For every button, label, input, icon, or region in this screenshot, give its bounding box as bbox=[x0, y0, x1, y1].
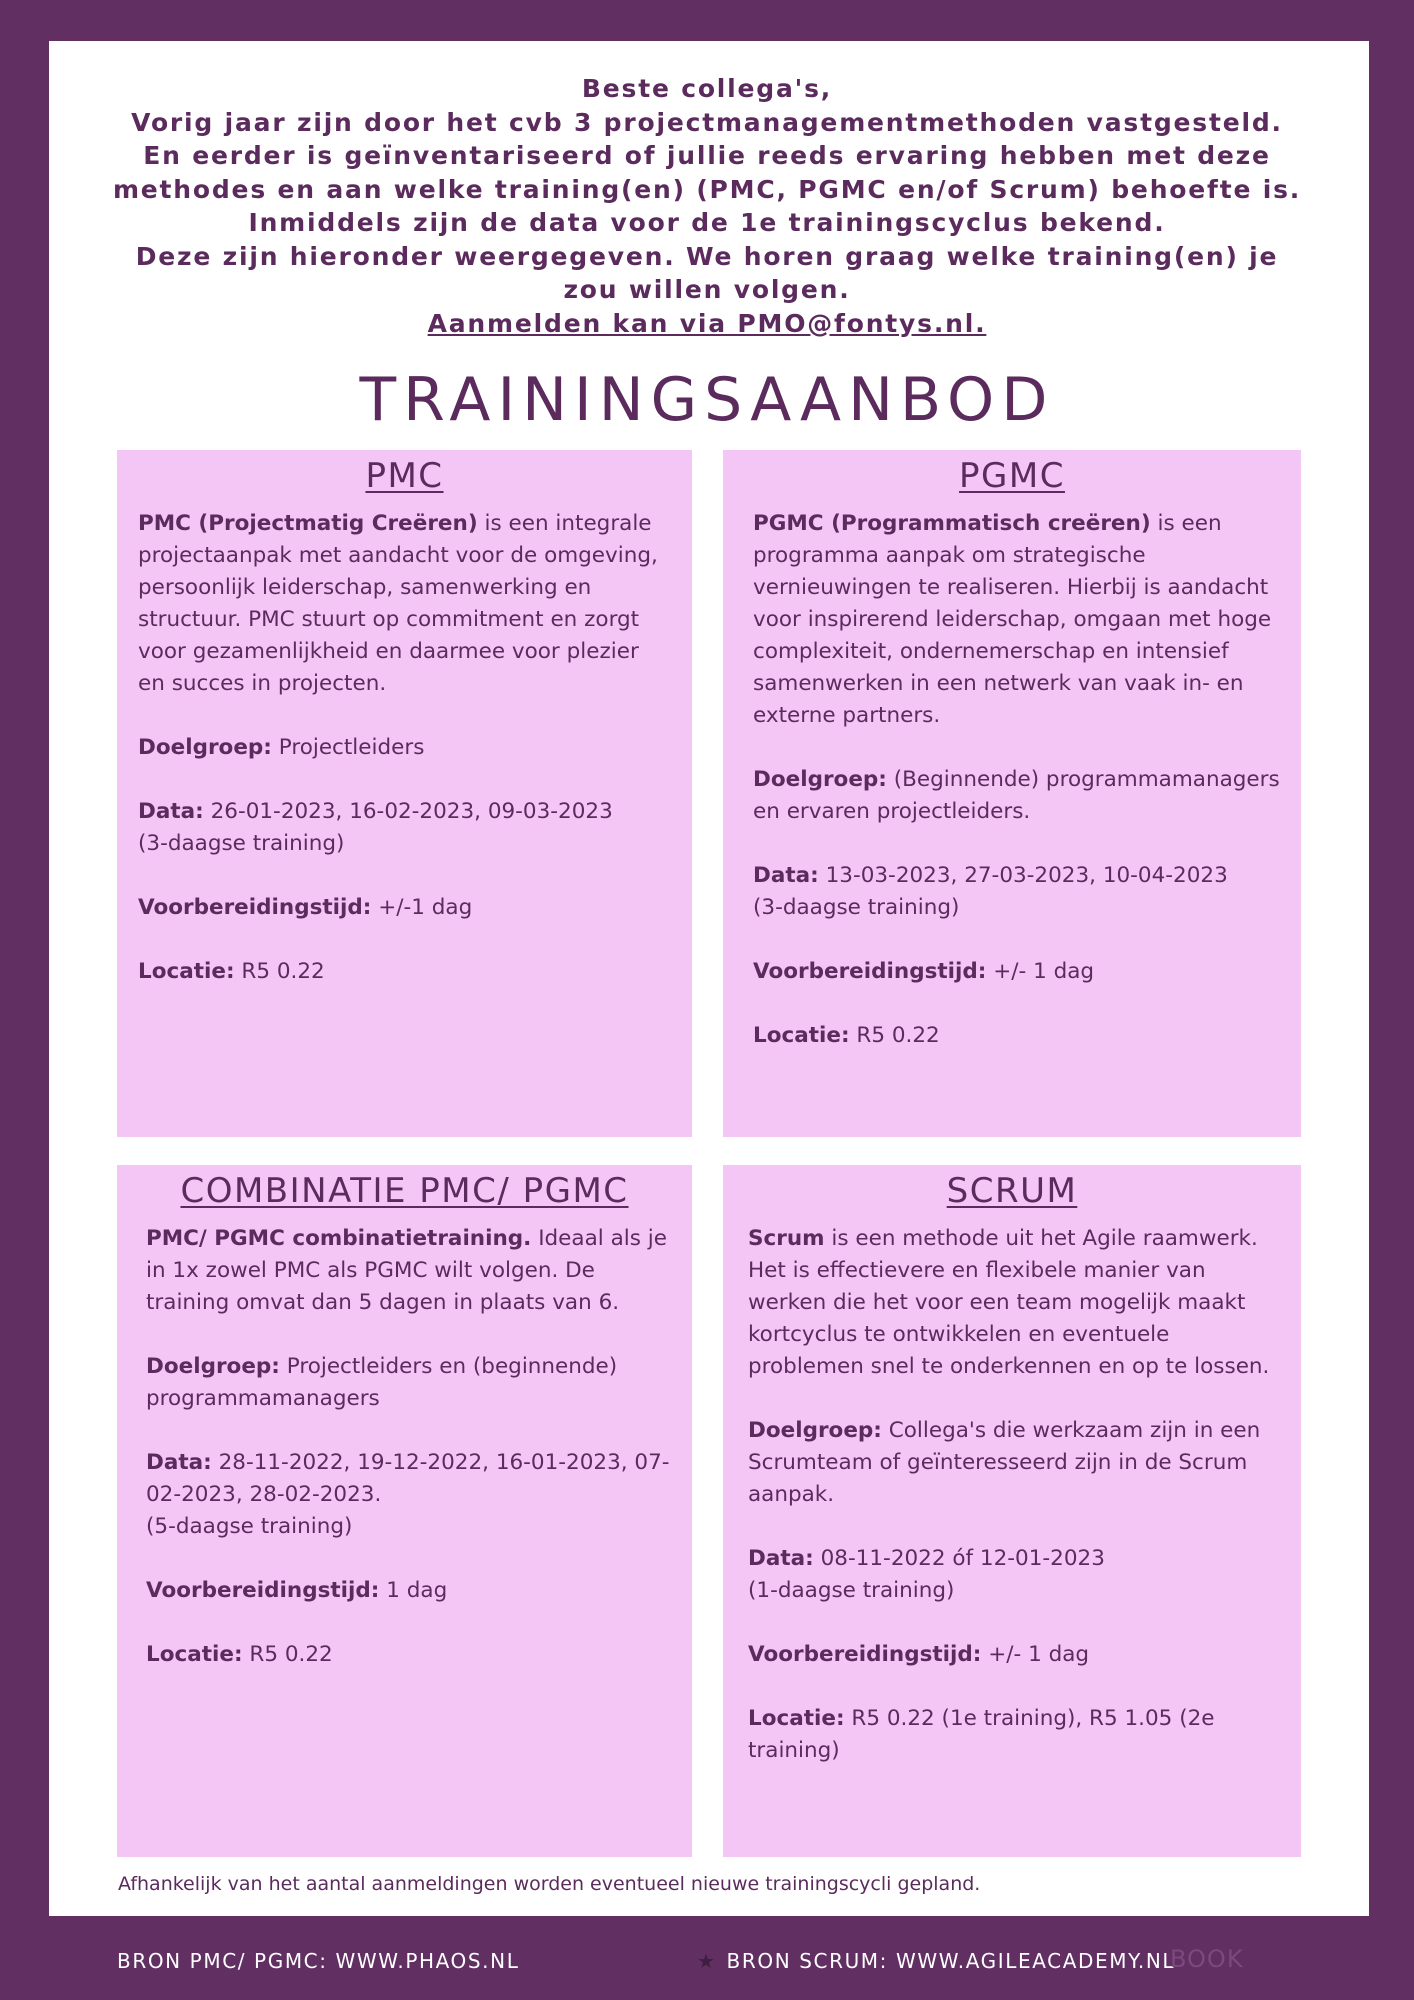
voorbereiding-label: Voorbereidingstijd: bbox=[748, 1642, 982, 1667]
data-value: 08-11-2022 óf 12-01-2023 bbox=[813, 1546, 1105, 1571]
card-intro bbox=[138, 508, 672, 700]
card-title: PMC bbox=[365, 456, 444, 496]
locatie-label: Locatie: bbox=[146, 1642, 243, 1667]
intro-line-1: Vorig jaar zijn door het cvb 3 projectmanagementmethoden vastgesteld. bbox=[131, 107, 1283, 137]
card-voorbereiding bbox=[138, 892, 672, 924]
card-intro-bold: Scrum bbox=[748, 1226, 825, 1251]
card-locatie bbox=[138, 956, 672, 988]
data-value: 13-03-2023, 27-03-2023, 10-04-2023 bbox=[818, 863, 1228, 888]
card-data bbox=[753, 860, 1281, 924]
data-label: Data: bbox=[753, 863, 819, 888]
card-title: PGMC bbox=[959, 456, 1065, 496]
doelgroep-value: (Beginnende) programmamanagers en ervaren projectleiders. bbox=[753, 767, 1280, 824]
card-intro bbox=[146, 1223, 674, 1319]
star-icon: ★ bbox=[697, 1949, 717, 1973]
card-intro-bold: PGMC (Programmatisch creëren) bbox=[753, 511, 1151, 536]
footnote: Afhankelijk van het aantal aanmeldingen worden eventueel nieuwe trainingscycli gepland. bbox=[118, 1873, 981, 1895]
locatie-value: R5 0.22 bbox=[242, 1642, 333, 1667]
card-scrum bbox=[723, 1165, 1301, 1857]
voorbereiding-value: +/-1 dag bbox=[371, 895, 473, 920]
card-intro bbox=[753, 508, 1281, 732]
data-value: 26-01-2023, 16-02-2023, 09-03-2023 bbox=[203, 799, 613, 824]
doelgroep-label: Doelgroep: bbox=[753, 767, 887, 792]
data-note: (1-daagse training) bbox=[748, 1578, 955, 1603]
locatie-label: Locatie: bbox=[138, 959, 235, 984]
footer-source-scrum-link[interactable]: BRON SCRUM: WWW.AGILEACADEMY.NL bbox=[726, 1949, 1176, 1973]
data-label: Data: bbox=[748, 1546, 814, 1571]
data-note: (3-daagse training) bbox=[753, 895, 960, 920]
card-body bbox=[723, 1213, 1301, 1767]
voorbereiding-label: Voorbereidingstijd: bbox=[146, 1578, 380, 1603]
signup-link[interactable]: Aanmelden kan via PMO@fontys.nl. bbox=[427, 308, 987, 338]
card-locatie bbox=[753, 1020, 1281, 1052]
card-pmc bbox=[117, 450, 692, 1137]
doelgroep-label: Doelgroep: bbox=[748, 1418, 882, 1443]
voorbereiding-value: +/- 1 dag bbox=[981, 1642, 1090, 1667]
voorbereiding-value: 1 dag bbox=[379, 1578, 448, 1603]
data-value: 28-11-2022, 19-12-2022, 16-01-2023, 07-02-2023, 28-02-2023. bbox=[146, 1450, 670, 1507]
doelgroep-label: Doelgroep: bbox=[138, 735, 272, 760]
card-doelgroep bbox=[753, 764, 1281, 828]
locatie-label: Locatie: bbox=[748, 1706, 845, 1731]
card-intro-bold: PMC/ PGMC combinatietraining. bbox=[146, 1226, 532, 1251]
card-voorbereiding bbox=[748, 1639, 1281, 1671]
locatie-value: R5 0.22 bbox=[849, 1023, 940, 1048]
data-label: Data: bbox=[138, 799, 204, 824]
card-doelgroep bbox=[138, 732, 672, 764]
card-voorbereiding bbox=[146, 1575, 674, 1607]
card-title: COMBINATIE PMC/ PGMC bbox=[180, 1171, 629, 1211]
card-intro bbox=[748, 1223, 1281, 1383]
data-note: (5-daagse training) bbox=[146, 1514, 353, 1539]
doelgroep-value: Projectleiders en (beginnende) programmamanagers bbox=[146, 1354, 618, 1411]
card-data bbox=[138, 796, 672, 860]
card-body bbox=[723, 498, 1301, 1052]
card-intro-bold: PMC (Projectmatig Creëren) bbox=[138, 511, 478, 536]
data-label: Data: bbox=[146, 1450, 212, 1475]
footer-source-scrum bbox=[697, 1946, 1175, 1976]
intro-text bbox=[110, 72, 1304, 340]
faded-watermark-text: BOOK bbox=[1170, 1945, 1244, 1973]
locatie-value: R5 0.22 (1e training), R5 1.05 (2e training) bbox=[748, 1706, 1215, 1763]
doelgroep-label: Doelgroep: bbox=[146, 1354, 280, 1379]
doelgroep-value: Collega's die werkzaam zijn in een Scrumteam of geïnteresseerd zijn in de Scrum aanpak. bbox=[748, 1418, 1261, 1507]
locatie-label: Locatie: bbox=[753, 1023, 850, 1048]
card-intro-text: Ideaal als je in 1x zowel PMC als PGMC wilt volgen. De training omvat dan 5 dagen in plaats van 6. bbox=[146, 1226, 667, 1315]
card-data bbox=[146, 1447, 674, 1543]
card-locatie bbox=[748, 1703, 1281, 1767]
locatie-value: R5 0.22 bbox=[234, 959, 325, 984]
card-doelgroep bbox=[146, 1351, 674, 1415]
doelgroep-value: Projectleiders bbox=[271, 735, 425, 760]
card-doelgroep bbox=[748, 1415, 1281, 1511]
page-title: TRAININGSAANBOD bbox=[359, 365, 1055, 435]
card-body bbox=[117, 1213, 692, 1671]
card-data bbox=[748, 1543, 1281, 1607]
voorbereiding-label: Voorbereidingstijd: bbox=[753, 959, 987, 984]
card-title: SCRUM bbox=[946, 1171, 1078, 1211]
card-voorbereiding bbox=[753, 956, 1281, 988]
intro-greeting: Beste collega's, bbox=[581, 74, 833, 103]
intro-line-3: Deze zijn hieronder weergegeven. We horen graag welke training(en) je zou willen volgen. bbox=[135, 241, 1279, 304]
card-intro-text: is een methode uit het Agile raamwerk. Het is effectievere en flexibele manier van werken die het voor een team mogelijk maakt kortcyclus te ontwikkelen en eventuele problemen snel te onderkennen en op te lossen. bbox=[748, 1226, 1270, 1379]
card-locatie bbox=[146, 1639, 674, 1671]
voorbereiding-label: Voorbereidingstijd: bbox=[138, 895, 372, 920]
voorbereiding-value: +/- 1 dag bbox=[986, 959, 1095, 984]
card-intro-text: is een integrale projectaanpak met aandacht voor de omgeving, persoonlijk leiderschap, samenwerking en structuur. PMC stuurt op commitment en zorgt voor gezamenlijkheid en daarmee voor plezier en succes in projecten. bbox=[138, 511, 658, 696]
intro-line-2: En eerder is geïnventariseerd of jullie reeds ervaring hebben met deze methodes en aan welke training(en) (PMC, PGMC en/of Scrum) behoefte is. Inmiddels zijn de data voor de 1e trainingscyclus bekend. bbox=[112, 141, 1302, 237]
card-combinatie bbox=[117, 1165, 692, 1857]
card-intro-text: is een programma aanpak om strategische vernieuwingen te realiseren. Hierbij is aandacht voor inspirerend leiderschap, omgaan met hoge complexiteit, ondernemerschap en intensief samenwerken in een netwerk van vaak in- en externe partners. bbox=[753, 511, 1272, 728]
data-note: (3-daagse training) bbox=[138, 831, 345, 856]
card-pgmc bbox=[723, 450, 1301, 1137]
card-body bbox=[117, 498, 692, 988]
footer-source-pmc[interactable]: BRON PMC/ PGMC: WWW.PHAOS.NL bbox=[117, 1949, 520, 1973]
